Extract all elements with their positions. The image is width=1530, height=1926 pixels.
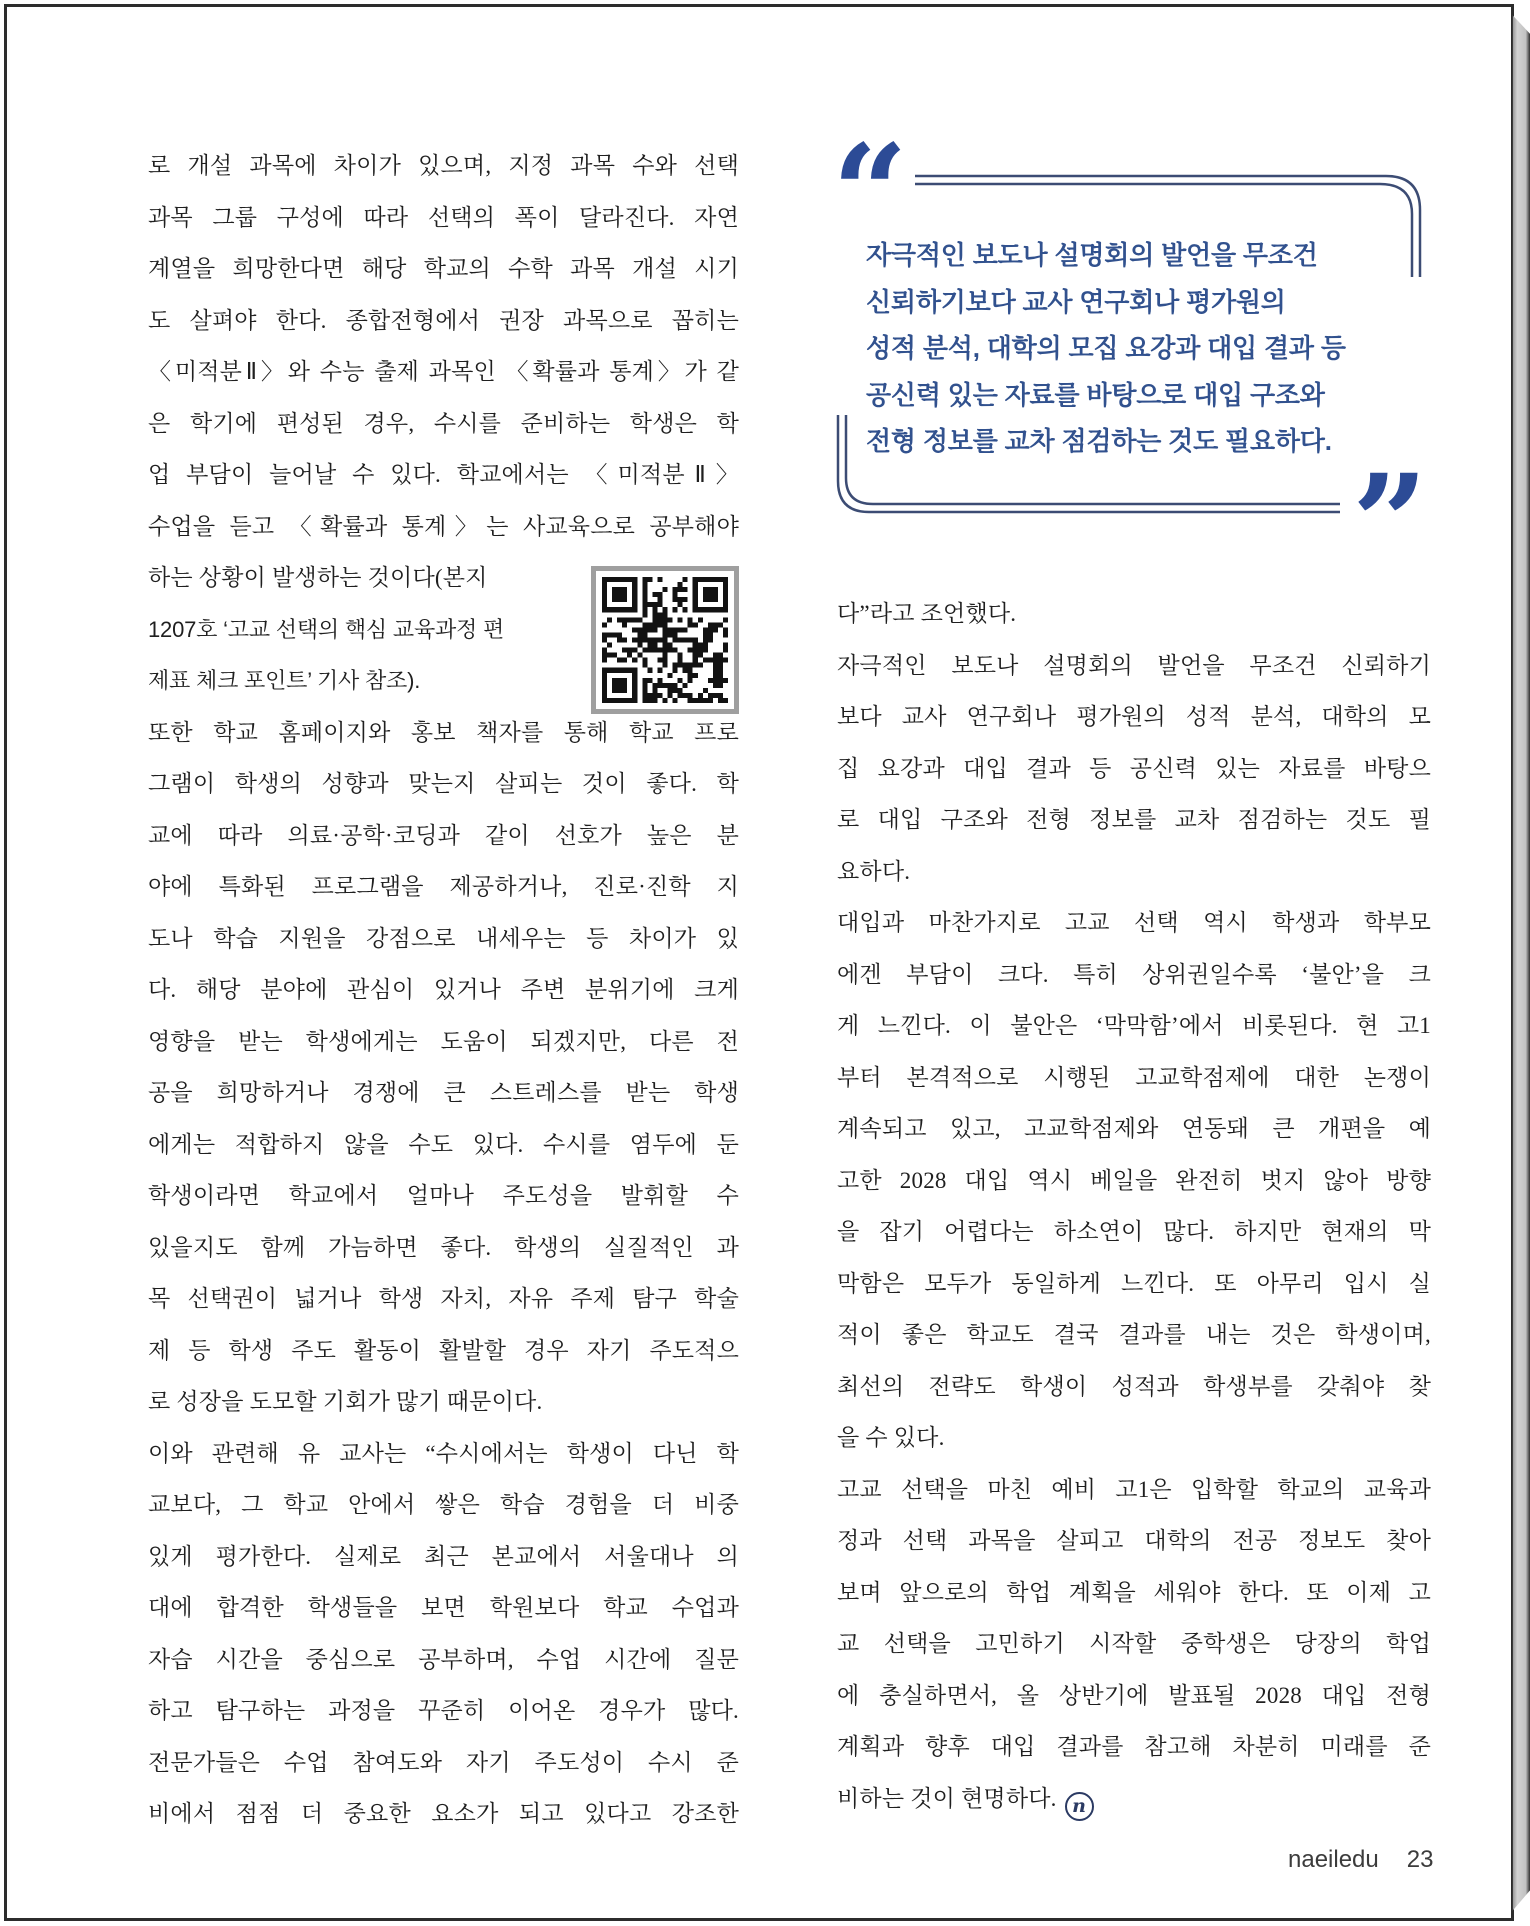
text-line: 은 학기에 편성된 경우, 수시를 준비하는 학생은 학: [148, 410, 739, 436]
text-line: 로 성장을 도모할 기회가 많기 때문이다.: [148, 1389, 543, 1414]
quote-line: 공신력 있는 자료를 바탕으로 대입 구조와: [866, 379, 1325, 410]
text-line: 교 선택을 고민하기 시작할 중학생은 당장의 학업: [837, 1631, 1431, 1656]
page-number: 23: [1406, 1846, 1434, 1873]
text-line: 계획과 향후 대입 결과를 참고해 차분히 미래를 준: [837, 1734, 1431, 1759]
page-footer: [1288, 1846, 1433, 1878]
text-line: 정과 선택 과목을 살피고 대학의 전공 정보도 찾아: [837, 1528, 1431, 1553]
text-line: 을 수 있다.: [837, 1425, 945, 1450]
text-line: 계속되고 있고, 고교학점제와 연동돼 큰 개편을 예: [837, 1116, 1431, 1141]
text-line: 대입과 마찬가지로 고교 선택 역시 학생과 학부모: [837, 910, 1431, 935]
text-line: 수업을 듣고 〈확률과 통계〉는 사교육으로 공부해야: [148, 513, 739, 539]
text-line: 하는 상황이 발생하는 것이다(본지: [148, 565, 488, 590]
text-line: 교에 따라 의료·공학·코딩과 같이 선호가 높은 분: [148, 822, 739, 848]
text-line: 집 요강과 대입 결과 등 공신력 있는 자료를 바탕으: [837, 755, 1431, 781]
article-column-left: [148, 140, 739, 1840]
text-line: 하고 탐구하는 과정을 꾸준히 이어온 경우가 많다.: [148, 1698, 739, 1723]
text-line: 1207호 ‘고교 선택의 핵심 교육과정 편: [148, 616, 505, 642]
text-line: 이와 관련해 유 교사는 “수시에서는 학생이 다닌 학: [148, 1440, 739, 1466]
close-quote-icon: ”: [1352, 446, 1428, 601]
text-line: 비하는 것이 현명하다. n: [837, 1773, 1431, 1825]
text-line: 계열을 희망한다면 해당 학교의 수학 과목 개설 시기: [148, 256, 739, 281]
text-line: 과목 그룹 구성에 따라 선택의 폭이 달라진다. 자연: [148, 204, 739, 230]
quote-line: 신뢰하기보다 교사 연구회나 평가원의: [866, 286, 1286, 317]
text-line: 보며 앞으로의 학업 계획을 세워야 한다. 또 이제 고: [837, 1579, 1431, 1605]
text-line: 고한 2028 대입 역시 베일을 완전히 벗지 않아 방향: [837, 1167, 1431, 1193]
naeil-logo-icon: n: [1065, 1792, 1094, 1821]
text-line: 교보다, 그 학교 안에서 쌓은 학습 경험을 더 비중: [148, 1492, 739, 1517]
text-line: 막함은 모두가 동일하게 느낀다. 또 아무리 입시 실: [837, 1270, 1431, 1296]
text-line: 로 개설 과목에 차이가 있으며, 지정 과목 수와 선택: [148, 153, 739, 178]
text-line: 있을지도 함께 가늠하면 좋다. 학생의 실질적인 과: [148, 1234, 739, 1260]
text-line: 야에 특화된 프로그램을 제공하거나, 진로·진학 지: [148, 874, 739, 899]
text-line: 목 선택권이 넓거나 학생 자치, 자유 주제 탐구 학술: [148, 1286, 739, 1311]
text-line: 자극적인 보도나 설명회의 발언을 무조건 신뢰하기: [837, 652, 1431, 678]
text-line: 에게는 적합하지 않을 수도 있다. 수시를 염두에 둔: [148, 1131, 739, 1157]
text-line: 다”라고 조언했다.: [837, 601, 1017, 626]
text-line: 을 잡기 어렵다는 하소연이 많다. 하지만 현재의 막: [837, 1219, 1431, 1244]
open-quote-icon: “: [832, 116, 908, 271]
text-line: 보다 교사 연구회나 평가원의 성적 분석, 대학의 모: [837, 704, 1431, 729]
text-line: 도 살펴야 한다. 종합전형에서 권장 과목으로 꼽히는: [148, 307, 739, 333]
pull-quote: [866, 232, 1371, 465]
text-line: 제 등 학생 주도 활동이 활발할 경우 자기 주도적으: [148, 1337, 739, 1363]
text-line: 또한 학교 홈페이지와 홍보 책자를 통해 학교 프로: [148, 719, 739, 745]
text-line: 요하다.: [837, 858, 911, 884]
quote-line: 자극적인 보도나 설명회의 발언을 무조건: [866, 240, 1318, 270]
text-line: 최선의 전략도 학생이 성적과 학생부를 갖춰야 찾: [837, 1373, 1431, 1399]
text-line: 자습 시간을 중심으로 공부하며, 수업 시간에 질문: [148, 1646, 739, 1672]
quote-line: 전형 정보를 교차 점검하는 것도 필요하다.: [866, 426, 1332, 456]
text-line: 로 대입 구조와 전형 정보를 교차 점검하는 것도 필: [837, 807, 1431, 832]
qr-code-icon: [591, 566, 739, 714]
text-line: 비에서 점점 더 중요한 요소가 되고 있다고 강조한: [148, 1801, 739, 1826]
text-line: 있게 평가한다. 실제로 최근 본교에서 서울대나 의: [148, 1543, 739, 1569]
text-line: 게 느낀다. 이 불안은 ‘막막함’에서 비롯된다. 현 고1: [837, 1013, 1431, 1038]
text-line: 적이 좋은 학교도 결국 결과를 내는 것은 학생이며,: [837, 1322, 1431, 1347]
text-line: 에 충실하면서, 올 상반기에 발표될 2028 대입 전형: [837, 1682, 1431, 1708]
text-line: 그램이 학생의 성향과 맞는지 살피는 것이 좋다. 학: [148, 771, 739, 796]
text-line: 부터 본격적으로 시행된 고교학점제에 대한 논쟁이: [837, 1064, 1431, 1090]
text-line: 도나 학습 지원을 강점으로 내세우는 등 차이가 있: [148, 925, 739, 951]
page-edge: [1512, 5, 1530, 1921]
text-line: 학생이라면 학교에서 얼마나 주도성을 발휘할 수: [148, 1183, 739, 1208]
text-line: 에겐 부담이 크다. 특히 상위권일수록 ‘불안’을 크: [837, 961, 1431, 987]
text-line: 공을 희망하거나 경쟁에 큰 스트레스를 받는 학생: [148, 1080, 739, 1105]
text-line: 〈미적분Ⅱ〉와 수능 출제 과목인 〈확률과 통계〉가 같: [148, 359, 739, 384]
text-line: 제표 체크 포인트’ 기사 참조).: [148, 668, 421, 693]
article-column-right: [837, 588, 1431, 1824]
text-line: 다. 해당 분야에 관심이 있거나 주변 분위기에 크게: [148, 977, 739, 1002]
text-line: 전문가들은 수업 참여도와 자기 주도성이 수시 준: [148, 1749, 739, 1775]
text-line: 영향을 받는 학생에게는 도움이 되겠지만, 다른 전: [148, 1028, 739, 1054]
brand-name: naeiledu: [1288, 1846, 1379, 1873]
text-line: 고교 선택을 마친 예비 고1은 입학할 학교의 교육과: [837, 1476, 1431, 1502]
text-line: 대에 합격한 학생들을 보면 학원보다 학교 수업과: [148, 1595, 739, 1620]
quote-line: 성적 분석, 대학의 모집 요강과 대입 결과 등: [866, 333, 1346, 363]
text-line: 업 부담이 늘어날 수 있다. 학교에서는 〈미적분Ⅱ〉: [148, 462, 739, 487]
